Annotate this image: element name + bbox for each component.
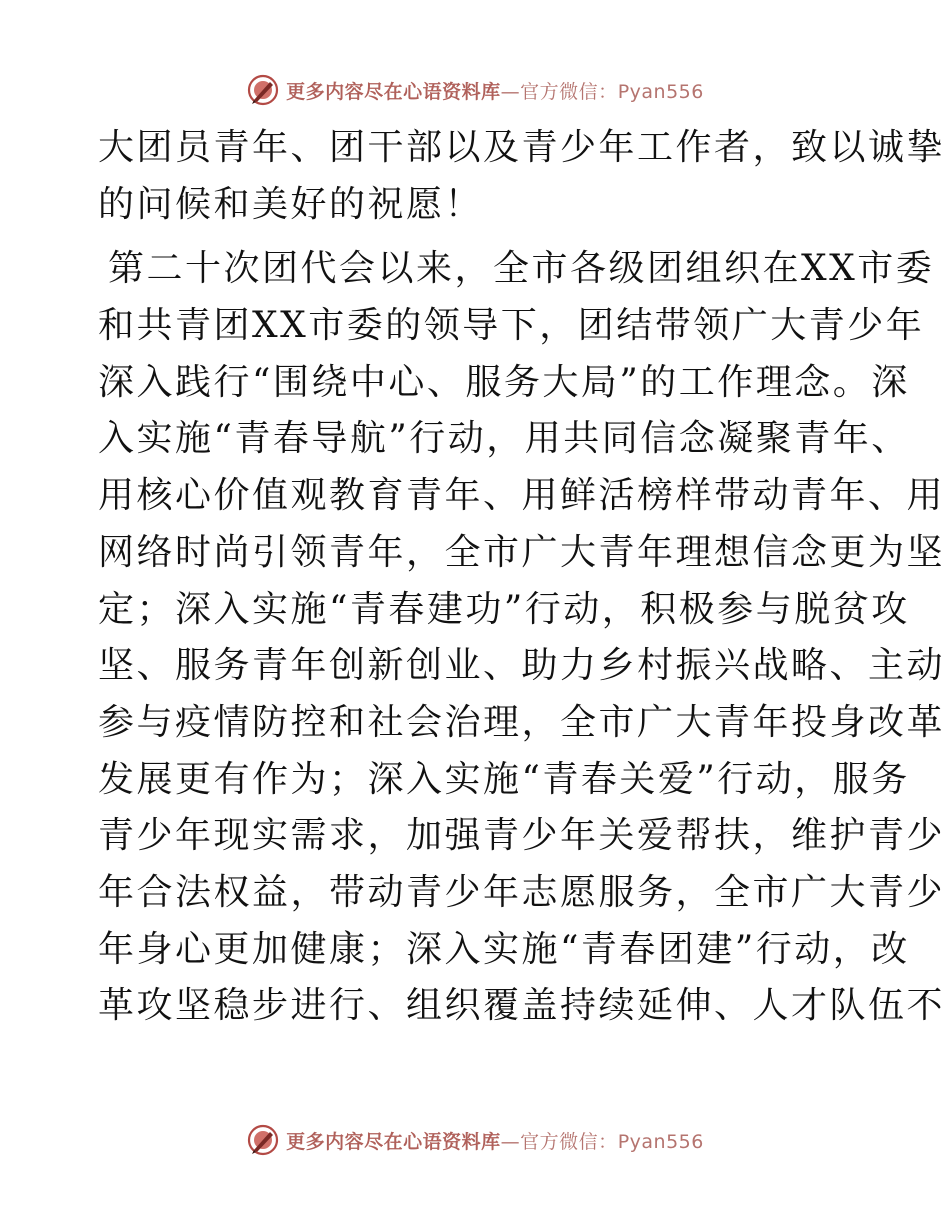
text-line: 第二十次团代会以来，全市各级团组织在XX市委 <box>108 248 935 290</box>
header-watermark <box>0 70 950 110</box>
text-line: 和共青团XX市委的领导下，团结带领广大青少年 <box>98 305 925 347</box>
text-line: 参与疫情防控和社会治理，全市广大青年投身改革 <box>98 701 946 743</box>
text-line: 深入践行“围绕中心、服务大局”的工作理念。深 <box>98 361 910 403</box>
text-line: 年合法权益，带动青少年志愿服务，全市广大青少 <box>98 871 946 913</box>
text-line: 发展更有作为；深入实施“青春关爱”行动，服务 <box>98 758 910 800</box>
watermark-text: 更多内容尽在心语资料库—官方微信：Pyan556 <box>286 80 704 103</box>
pen-seal-logo-icon <box>246 1123 280 1157</box>
text-line: 用核心价值观教育青年、用鲜活榜样带动青年、用 <box>98 475 946 517</box>
text-line: 青少年现实需求，加强青少年关爱帮扶，维护青少 <box>98 815 946 857</box>
text-line: 革攻坚稳步进行、组织覆盖持续延伸、人才队伍不 <box>98 985 946 1027</box>
paragraph <box>98 120 946 233</box>
text-line: 坚、服务青年创新创业、助力乡村振兴战略、主动 <box>98 645 946 687</box>
text-line: 大团员青年、团干部以及青少年工作者，致以诚挚 <box>98 127 946 168</box>
footer-watermark <box>0 1120 950 1160</box>
pen-seal-logo-icon <box>246 73 280 107</box>
document-body <box>98 120 946 1035</box>
watermark-text: 更多内容尽在心语资料库—官方微信：Pyan556 <box>286 1130 704 1153</box>
text-line: 网络时尚引领青年，全市广大青年理想信念更为坚 <box>98 531 946 573</box>
text-line: 年身心更加健康；深入实施“青春团建”行动，改 <box>98 928 910 970</box>
paragraph <box>98 241 946 1035</box>
text-line: 入实施“青春导航”行动，用共同信念凝聚青年、 <box>98 418 910 460</box>
text-line: 定；深入实施“青春建功”行动，积极参与脱贫攻 <box>98 588 910 630</box>
text-line: 的问候和美好的祝愿！ <box>98 183 484 225</box>
